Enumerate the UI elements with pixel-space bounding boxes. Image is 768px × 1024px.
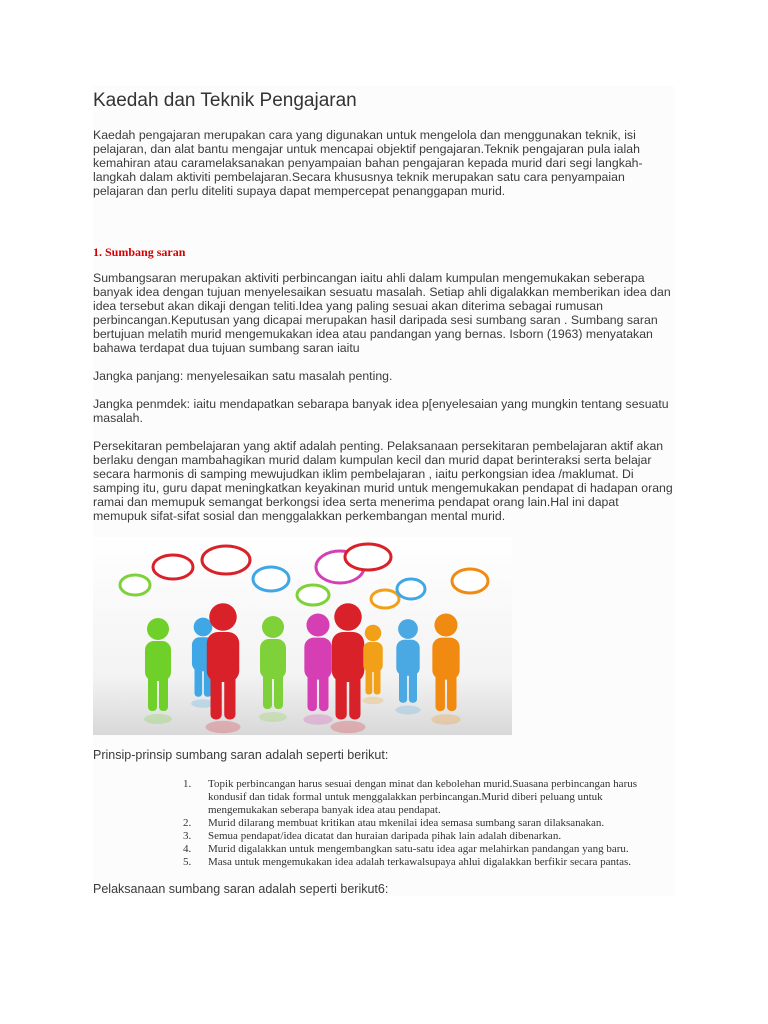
short-term-paragraph: Jangka penmdek: iaitu mendapatkan sebarapa banyak idea p[enyelesaian yang mungkin tentang sesuatu masalah. [93, 397, 669, 425]
principles-list [93, 778, 674, 869]
long-term-paragraph: Jangka panjang: menyelesaikan satu masalah penting. [93, 369, 393, 383]
intro-paragraph: Kaedah pengajaran merupakan cara yang digunakan untuk mengelola dan menggunakan teknik, isi pelajaran, dan alat bantu mengajar untuk mencapai objektif pengajaran.Teknik pengajaran pula ialah kemahiran atau caramelaksanakan penyampaian bahan pengajaran kepada murid dari segi langkah-langkah dalam aktiviti pembelajaran.Secara khususnya teknik merupakan satu cara penyampaian pelajaran dan perlu diteliti supaya dapat mempercepat penanggapan murid. [93, 128, 643, 198]
list-item: 5. Masa untuk mengemukakan idea adalah terkawalsupaya ahlui digalakkan berfikir secara pantas. [183, 856, 632, 868]
environment-paragraph: Persekitaran pembelajaran yang aktif adalah penting. Pelaksanaan persekitaran pembelajaran aktif akan berlaku dengan mambahagikan murid dalam kumpulan kecil dan murid dapat berinteraksi serta belajar secara harmonis di samping mewujudkan iklim pembelajaran , iaitu perkongsian idea /maklumat. Di samping itu, guru dapat meningkatkan keyakinan murid untuk mengemukakan pendapat di hadapan orang ramai dan memupuk semangat berkongsi idea serta menerima pendapat orang lain.Hal ini dapat memupuk sifat-sifat sosial dan menggalakkan perkembangan mental murid. [93, 439, 673, 523]
list-item: 2. Murid dilarang membuat kritikan atau mkenilai idea semasa sumbang saran dilaksanakan. [183, 817, 605, 829]
list-item: 4. Murid digalakkan untuk mengembangkan satu-satu idea agar melahirkan pandangan yang baru. [183, 843, 629, 855]
document-page [93, 86, 674, 896]
section-body-paragraph: Sumbangsaran merupakan aktiviti perbincangan iaitu ahli dalam kumpulan mengemukakan seberapa banyak idea dengan tujuan menyelesaikan sesuatu masalah. Setiap ahli digalakkan memberikan idea dan idea tersebut akan dikaji dengan teliti.Idea yang paling sesuai akan diterima sebagai rumusan perbincangan.Keputusan yang dicapai merupakan hasil daripada sesi sumbang saran . Sumbang saran bertujuan melatih murid mengemukakan idea atau pandangan yang bernas. Isborn (1963) menyatakan bahawa terdapat dua tujuan sumbang saran iaitu [93, 271, 671, 355]
implementation-intro: Pelaksanaan sumbang saran adalah seperti berikut6: [93, 882, 389, 896]
list-item: 1. Topik perbincangan harus sesuai dengan minat dan kebolehan murid.Suasana perbincangan harus kondusif dan tidak formal untuk menggalakkan perbincangan.Murid diberi peluang untuk mengemukakan seberapa banyak idea atau pendapat. [183, 778, 638, 816]
brainstorm-figures-image [93, 537, 512, 735]
list-item: 3. Semua pendapat/idea dicatat dan huraian daripada pihak lain adalah dibenarkan. [183, 830, 562, 842]
principles-intro: Prinsip-prinsip sumbang saran adalah seperti berikut: [93, 748, 389, 762]
section-heading-sumbang-saran: 1. Sumbang saran [93, 245, 186, 259]
page-title: Kaedah dan Teknik Pengajaran [93, 90, 357, 111]
